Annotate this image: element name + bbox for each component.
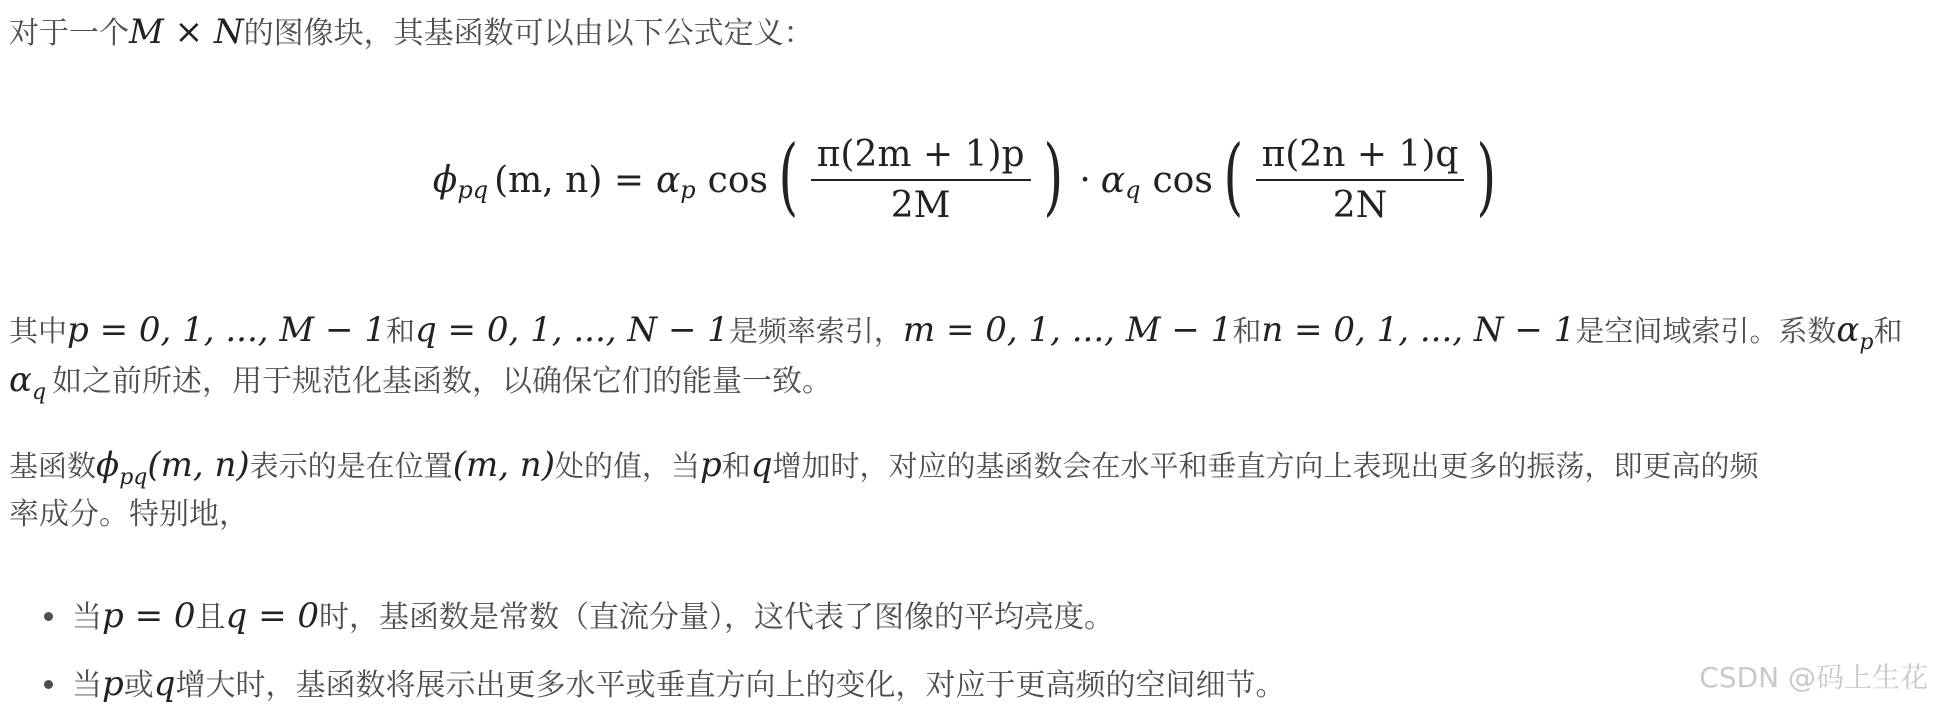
fraction-1-denominator: 2M [890,185,951,226]
formula-fraction-2 [1256,134,1465,226]
fraction-2-denominator: 2N [1332,185,1388,226]
para1-math-m-range: m = 0, 1, ..., M − 1 [902,310,1233,350]
intro-text-b: 的图像块，其基函数可以由以下公式定义： [243,16,814,51]
para1-math-q-range: q = 0, 1, ..., N − 1 [414,310,729,350]
para1-t2: 和 [385,314,415,348]
para2-p: p [700,445,722,485]
intro-text-a: 对于一个 [9,16,129,51]
formula-rparen-2: ) [1476,127,1497,225]
bullet-item-2 [72,664,1286,706]
para1-t5: 是空间域索引。系数 [1575,314,1837,348]
bullet-dot-2 [44,680,53,689]
formula-lparen-1: ( [778,127,799,225]
csdn-watermark: CSDN @码上生花 [1699,661,1928,694]
formula-phi-sub: pq [457,176,489,204]
para2-pos: (m, n) [452,445,555,485]
formula-alpha-q-sub: q [1125,176,1141,204]
para1-alpha-p-sub: p [1859,330,1874,355]
formula-alpha-p-sub: p [680,176,696,204]
formula-cos-1: cos [707,159,768,201]
bullet-item-1 [72,596,1114,638]
para1-t1: 其中 [9,314,68,348]
para2-q: q [750,445,773,485]
para2-t3: 处的值，当 [554,449,700,483]
bullet-1-math-q0: q = 0 [225,596,319,636]
bullet-1-t1: 当 [72,600,102,635]
para1-t7: 如之前所述，用于规范化基函数，以确保它们的能量一致。 [52,364,833,399]
para2-phi: ϕ [96,445,120,485]
para2-t1: 基函数 [9,449,97,483]
bullet-2-math-p: p [102,664,124,704]
formula-alpha-p: α [655,159,681,201]
bullet-2-t2: 或 [123,668,154,703]
formula-rparen-1: ) [1043,127,1063,225]
fraction-2-numerator: π(2n + 1)q [1256,134,1465,181]
para2-t2: 表示的是在位置 [249,449,453,483]
formula-dot: · [1079,159,1091,201]
para1-alpha-q-sub: q [31,380,47,405]
formula-alpha-q: α [1100,159,1126,201]
intro-line [9,12,814,54]
para2-line1 [9,445,1759,490]
para1-math-p-range: p = 0, 1, ..., M − 1 [67,310,386,350]
para2-args: (m, n) [147,445,250,485]
para1-math-n-range: n = 0, 1, ..., N − 1 [1261,310,1576,350]
para1-line1 [9,310,1902,355]
bullet-2-t3: 增大时，基函数将展示出更多水平或垂直方向上的变化，对应于更高频的空间细节。 [175,668,1286,703]
bullet-2-math-q: q [153,664,176,704]
para1-line2 [9,360,832,405]
para2-t6: 率成分。特别地， [9,497,249,532]
para1-t4: 和 [1232,314,1262,348]
bullet-1-t3: 时，基函数是常数（直流分量），这代表了图像的平均亮度。 [319,600,1114,635]
formula-lhs-args: (m, n) = [494,159,644,201]
formula-phi: ϕ [432,159,458,201]
bullet-1-math-p0: p = 0 [102,596,196,636]
formula-cos-2: cos [1152,159,1213,201]
bullet-dot-1 [44,612,53,621]
para2-t5: 增加时，对应的基函数会在水平和垂直方向上表现出更多的振荡，即更高的频 [772,449,1759,483]
formula-lparen-2: ( [1223,127,1244,225]
para2-phi-sub: pq [119,465,148,490]
para2-t4: 和 [721,449,751,483]
para2-line2 [9,495,249,535]
bullet-1-t2: 且 [195,600,226,635]
para1-t6: 和 [1873,314,1903,348]
bullet-2-t1: 当 [72,668,102,703]
para1-t3: 是频率索引， [728,314,903,348]
para1-alpha-q: α [9,360,32,400]
para1-alpha-p: α [1836,310,1860,350]
intro-math-mxn: M × N [129,12,244,52]
formula-fraction-1 [811,134,1031,226]
fraction-1-numerator: π(2m + 1)p [811,134,1031,181]
basis-function-formula [0,127,1936,230]
